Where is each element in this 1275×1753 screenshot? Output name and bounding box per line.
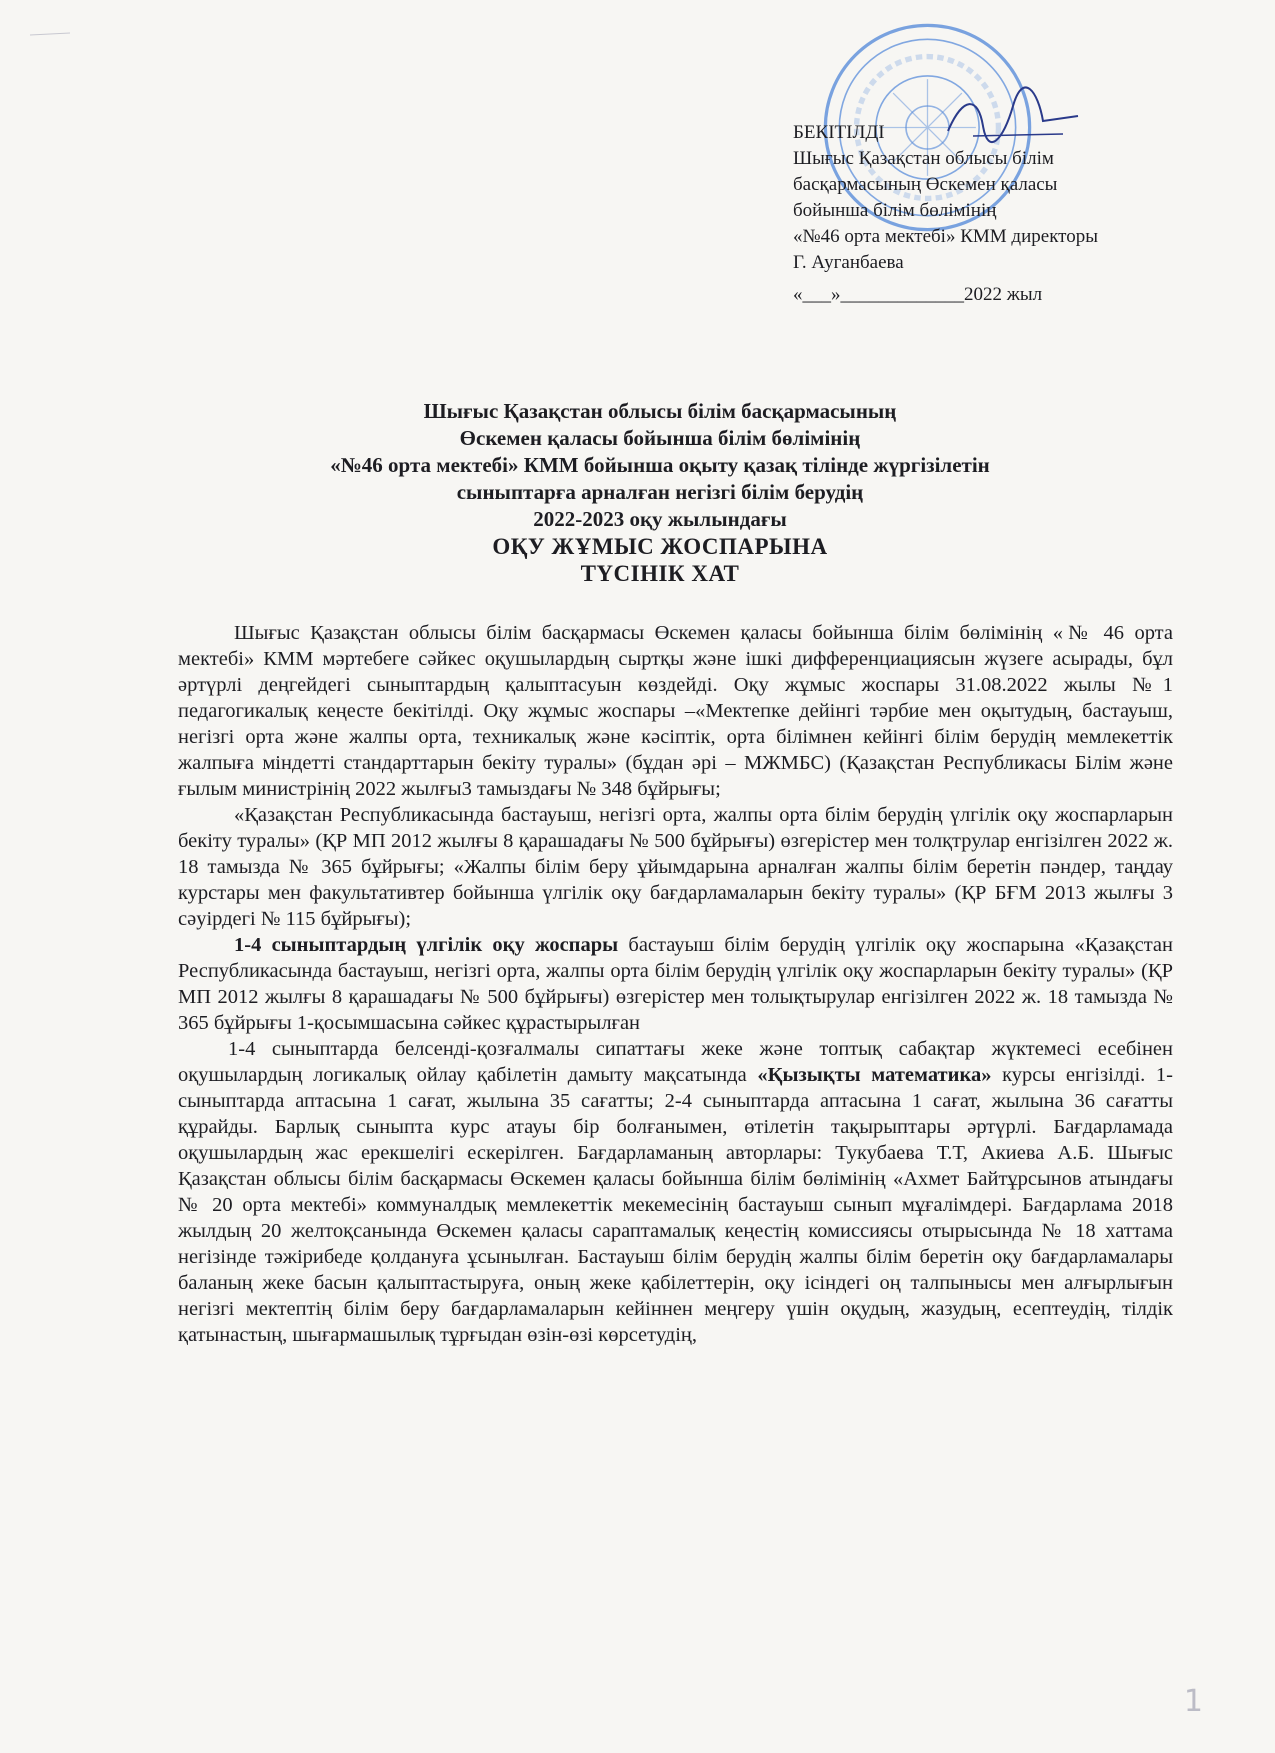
paragraph-4-text-b: курсы енгізілді. 1-сыныптарда аптасына 1 сағат, жылына 35 сағатты; 2-4 сыныптарда аптасына 1 сағат, жылына 36 сағатты құрайды. Барлық сыныпта курс атауы бір болғанымен, өтілетін тақырыптары әртүрлі. Бағдарламада оқушылардың жас ерекшелігі ескерілген. Бағдарламаның авторлары: Тукубаева Т.Т, Акиева А.Б. Шығыс Қазақстан облысы білім басқармасы Өскемен қаласы бойынша білім бөлімінің «Ахмет Байтұрсынов атындағы № 20 орта мектебі» коммуналдық мемлекеттік мекемесінің бастауыш сынып мұғалімдері. Бағдарлама 2018 жылдың 20 желтоқсанында Өскемен қаласы сараптамалық кеңестің комиссиясы отырысында № 18 хаттама негізінде тәжірибеде қолдануға ұсынылған. Бастауыш білім берудің жалпы білім беретін оқу бағдарламалары баланың жеке басын қалыптастыруға, оның жеке қабілеттерін, оқу ісіндегі оң талпынысы мен алғырлығын негізгі мектептің білім беру бағдарламаларын кейіннен меңгеру үшін оқудың, жазудың, есептеудің, тілдік қатынастың, шығармашылық тұрғыдан өзін-өзі көрсетудің, (178, 1064, 1174, 1346)
corner-scan-mark (30, 30, 70, 40)
approval-line-1: Шығыс Қазақстан облысы білім (793, 148, 1054, 169)
document-title (160, 398, 1160, 587)
page-number: 1 (1183, 1684, 1203, 1719)
paragraph-4-text-a: 1-4 сыныптарда белсенді-қозғалмалы сипаттағы жеке және топтық сабақтар жүктемесі есебінен оқушылардың логикалық ойлау қабілетін дамыту мақсатында (178, 1038, 1173, 1086)
approval-line-2: басқармасының Өскемен қаласы (793, 174, 1058, 195)
title-line-5: 2022-2023 оқу жылындағы (533, 507, 787, 531)
paragraph-4-course-name: «Қызықты математика» (757, 1064, 992, 1086)
title-line-4: сыныптарға арналған негізгі білім берудің (456, 480, 864, 504)
approval-date: «___»_____________2022 жыл (793, 284, 1043, 305)
title-line-7: ТҮСІНІК ХАТ (580, 561, 740, 586)
signature-icon (943, 86, 1083, 146)
title-line-6: ОҚУ ЖҰМЫС ЖОСПАРЫНА (492, 534, 828, 559)
approval-line-5: Г. Ауганбаева (793, 252, 904, 273)
title-line-3: «№46 орта мектебі» КММ бойынша оқыту қазақ тілінде жүргізілетін (330, 453, 990, 477)
paragraph-2: «Қазақстан Республикасында бастауыш, негізгі орта, жалпы орта білім берудің үлгілік оқу жоспарларын бекіту туралы» (ҚР МП 2012 жылғы 8 қарашадағы № 500 бұйрығы) өзгерістер мен толқтрулар енгізілген 2022 ж. 18 тамызда № 365 бұйрығы; «Жалпы білім беру ұйымдарына арналған жалпы білім беретін пәндер, таңдау курстары мен факультативтер бойынша үлгілік оқу бағдарламаларын бекіту туралы» (ҚР БҒМ 2013 жылғы 3 сәуірдегі № 115 бұйрығы); (178, 804, 1173, 930)
paragraph-3 (178, 932, 1173, 1036)
paragraph-3-text: бастауыш білім берудің үлгілік оқу жоспарына «Қазақстан Республикасында бастауыш, негізгі орта, жалпы орта білім берудің үлгілік оқу жоспарларын бекіту туралы» (ҚР МП 2012 жылғы 8 қарашадағы № 500 бұйрығы) өзгерістер мен толықтырулар енгізілген 2022 ж. 18 тамызда № 365 бұйрығы 1-қосымшасына сәйкес құрастырылған (178, 934, 1173, 1034)
paragraph-1: Шығыс Қазақстан облысы білім басқармасы Өскемен қаласы бойынша білім бөлімінің «№ 46 орта мектебі» КММ мәртебеге сәйкес оқушылардың сыртқы және ішкі дифференциациясын жүзеге асырады, бұл әртүрлі деңгейдегі сыныптардың қалыптасуын көздейді. Оқу жұмыс жоспары 31.08.2022 жылы №1 педагогикалық кеңесте бекітілді. Оқу жұмыс жоспары –«Мектепке дейінгі тәрбие мен оқытудың, бастауыш, негізгі орта және жалпы орта, техникалық және кәсіптік, орта білімнен кейінгі білім берудің мемлекеттік жалпыға міндетті стандарттарын бекіту туралы» (бұдан әрі – МЖМБС) (Қазақстан Республикасы Білім және ғылым министрінің 2022 жылғы3 тамыздағы № 348 бұйрығы; (178, 622, 1173, 800)
approval-block (793, 120, 1193, 308)
paragraph-3-heading: 1-4 сыныптардың үлгілік оқу жоспары (234, 934, 619, 956)
document-body (178, 620, 1173, 1348)
paragraph-4 (178, 1036, 1173, 1348)
title-line-2: Өскемен қаласы бойынша білім бөлімінің (459, 426, 861, 450)
approval-line-3: бойынша білім бөлімінің (793, 200, 997, 221)
approval-heading: БЕКІТІЛДІ (793, 122, 885, 143)
approval-line-4: «№46 орта мектебі» КММ директоры (793, 226, 1098, 247)
title-line-1: Шығыс Қазақстан облысы білім басқармасының (423, 399, 897, 423)
